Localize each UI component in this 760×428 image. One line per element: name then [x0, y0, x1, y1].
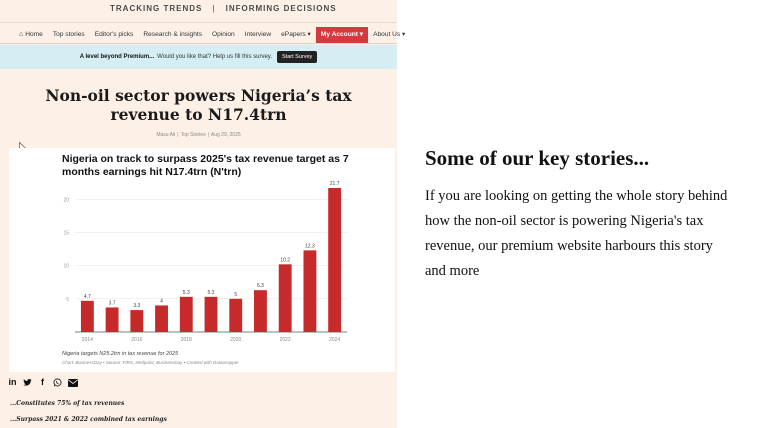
- tagline-right: INFORMING DECISIONS: [225, 4, 337, 13]
- bar: [229, 299, 242, 332]
- bar: [130, 310, 143, 332]
- key-stories-body: If you are looking on getting the whole story behind how the non-oil sector is powering Nigeria's tax revenue, our premium website harbours this story and more: [425, 188, 728, 279]
- bar-value-label: 3.7: [108, 300, 116, 307]
- bar: [155, 305, 168, 332]
- key-stories-heading: Some of our key stories...: [425, 146, 650, 170]
- bar-value-label: 21.7: [329, 180, 340, 187]
- banner-text: Would you like that? Help us fill this survey.: [157, 54, 273, 60]
- bar: [328, 188, 341, 332]
- chart-card: [9, 148, 395, 372]
- main-nav: [0, 26, 406, 44]
- bar-value-label: 5: [234, 291, 238, 298]
- x-tick-label: 2020: [230, 337, 242, 343]
- byline-author[interactable]: Masu Ali: [156, 132, 176, 138]
- bar: [254, 290, 267, 332]
- y-tick-label: 15: [63, 230, 69, 237]
- banner-bold-text: A level beyond Premium...: [79, 54, 155, 60]
- bar-value-label: 4.7: [83, 293, 91, 300]
- twitter-icon[interactable]: [23, 378, 32, 387]
- home-icon: ⌂: [19, 30, 24, 38]
- email-icon[interactable]: [68, 378, 77, 387]
- bar-value-label: 3.3: [133, 303, 141, 310]
- nav-opinion[interactable]: Opinion: [212, 30, 235, 38]
- nav-home[interactable]: [14, 27, 48, 43]
- bar: [106, 307, 119, 332]
- bar: [81, 301, 94, 332]
- tagline-separator: |: [212, 4, 216, 13]
- bar-value-label: 12.3: [305, 243, 315, 250]
- story-bullet-2: ...Surpass 2021 & 2022 combined tax earnings: [10, 416, 167, 423]
- x-tick-label: 2018: [180, 337, 192, 343]
- nav-top-stories[interactable]: Top stories: [52, 30, 85, 38]
- nav-about-us[interactable]: About Us ▾: [373, 30, 406, 38]
- nav-home-label: Home: [25, 30, 43, 38]
- nav-interview[interactable]: Interview: [244, 30, 272, 38]
- nav-epapers[interactable]: ePapers ▾: [281, 30, 311, 38]
- tagline-left: TRACKING TRENDS: [110, 4, 203, 13]
- start-survey-button[interactable]: Start Survey: [277, 51, 317, 63]
- facebook-icon[interactable]: f: [41, 377, 44, 387]
- y-tick-label: 10: [63, 263, 69, 270]
- story-bullet-1: ...Constitutes 75% of tax revenues: [10, 400, 125, 407]
- nav-editors-picks[interactable]: Editor's picks: [94, 30, 134, 38]
- bar: [279, 264, 292, 332]
- bar-value-label: 4: [160, 298, 163, 305]
- chart-note: Nigeria targets N25.2trn in tax revenue for 2025: [62, 351, 179, 357]
- survey-banner: [0, 45, 397, 69]
- byline-category[interactable]: Top Stories: [180, 132, 206, 138]
- bar-value-label: 5.3: [207, 289, 215, 296]
- bar: [180, 297, 193, 332]
- x-tick-label: 2014: [81, 337, 93, 343]
- bar-chart: [9, 148, 395, 372]
- bar-value-label: 5.3: [182, 289, 190, 296]
- x-tick-label: 2022: [279, 337, 291, 343]
- bar: [303, 250, 316, 332]
- byline-date: Aug 29, 2025: [210, 132, 241, 138]
- y-tick-label: 5: [66, 296, 69, 303]
- tagline: [110, 4, 337, 13]
- bar: [205, 297, 218, 332]
- x-tick-label: 2016: [131, 337, 143, 343]
- chart-source: Chart: BusinessDay • Source: FIRS, Intelpoint, BusinessDay • Created with Datawrapper: [62, 360, 239, 365]
- chart-title: Nigeria on track to surpass 2025's tax revenue target as 7 months earnings hit N17.4trn (N'trn): [62, 153, 349, 178]
- y-tick-label: 20: [63, 197, 69, 204]
- masthead-strip: [0, 0, 397, 23]
- share-bar: [8, 378, 77, 387]
- linkedin-icon[interactable]: in: [8, 377, 17, 387]
- bar-value-label: 10.2: [280, 257, 291, 264]
- article-headline: Non-oil sector powers Nigeria’s tax revenue to N17.4trn: [45, 86, 352, 124]
- nav-research-insights[interactable]: Research & insights: [143, 30, 202, 38]
- whatsapp-icon[interactable]: [53, 378, 62, 387]
- byline: Masu Ali | Top Stories | Aug 29, 2025: [156, 132, 241, 138]
- x-tick-label: 2024: [329, 337, 341, 343]
- bar-value-label: 6.3: [256, 283, 264, 290]
- nav-my-account[interactable]: My Account ▾: [316, 27, 368, 43]
